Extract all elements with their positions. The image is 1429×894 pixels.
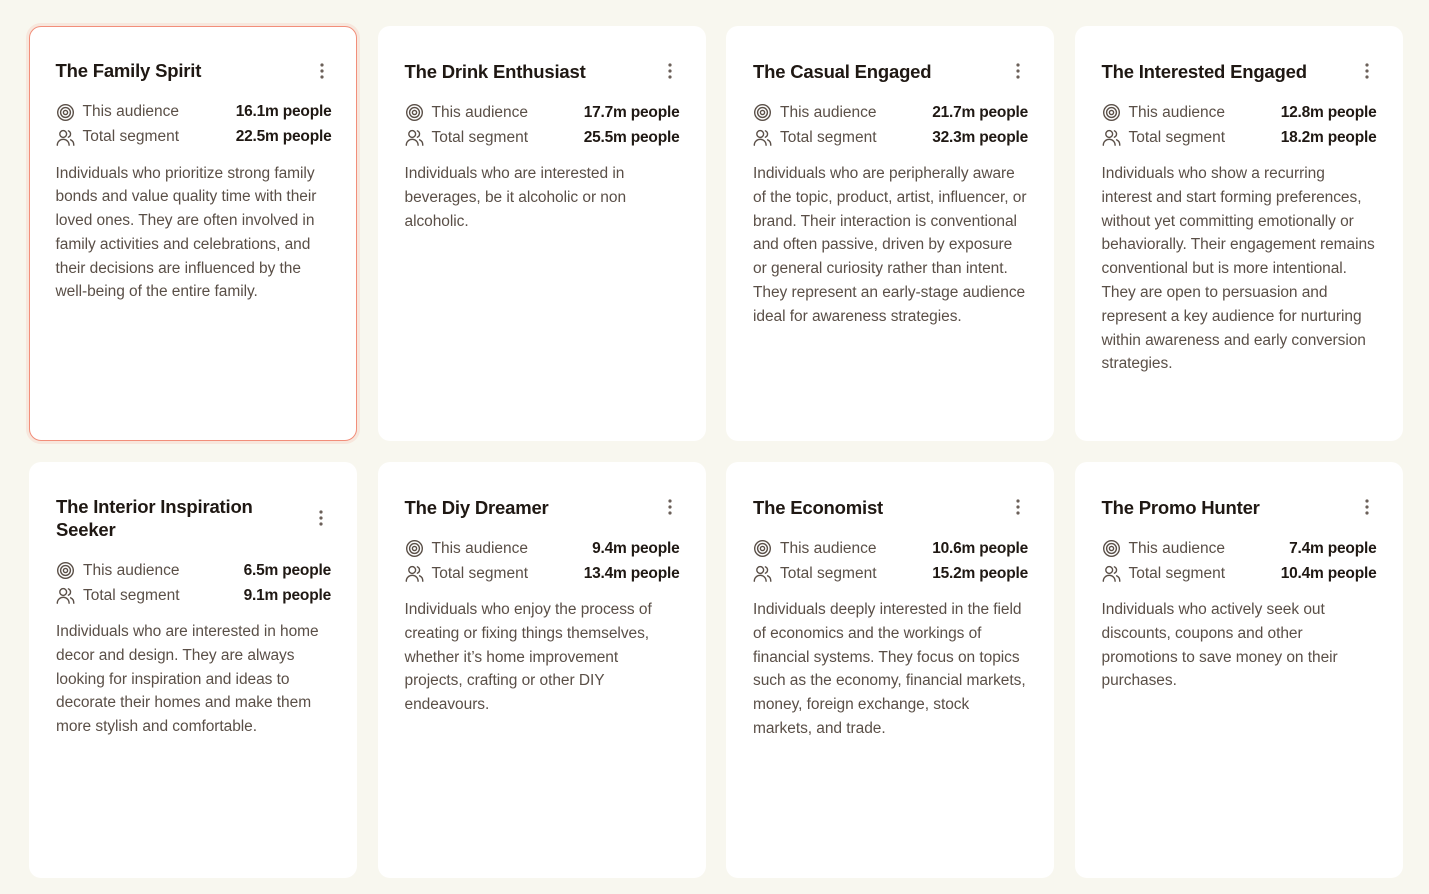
more-vertical-icon (1016, 499, 1020, 515)
card-title: The Interested Engaged (1101, 60, 1307, 82)
more-vertical-icon (668, 499, 672, 515)
card-header (56, 59, 332, 83)
stat-value: 6.5m people (243, 561, 331, 579)
stat-label: Total segment (1128, 128, 1225, 146)
card-description: Individuals who prioritize strong family bonds and value quality time with their loved ones. They are often involved in family activities and celebrations, and their decisions are influenced by the well-being of the entire family. (55, 164, 317, 301)
more-options-button[interactable] (658, 59, 682, 83)
stat-label: Total segment (780, 128, 877, 146)
card-stats (56, 558, 331, 608)
target-icon (405, 539, 424, 558)
stat-label: This audience (82, 103, 180, 120)
more-options-button[interactable] (310, 59, 334, 83)
card-header (1102, 495, 1377, 519)
stat-label: Total segment (1128, 564, 1225, 582)
audience-card[interactable] (726, 462, 1054, 878)
users-icon (56, 586, 75, 605)
stat-value: 12.8m people (1280, 103, 1377, 121)
card-stats (1102, 100, 1377, 150)
stat-this-audience (405, 536, 680, 561)
stat-value: 7.4m people (1289, 539, 1377, 557)
stat-this-audience (56, 100, 332, 125)
stat-total-segment (1102, 125, 1377, 150)
target-icon (753, 539, 772, 558)
card-stats (56, 100, 332, 150)
stat-label: This audience (83, 561, 180, 579)
stat-label: Total segment (780, 564, 877, 582)
more-options-button[interactable] (1355, 495, 1379, 519)
card-header (56, 495, 331, 541)
card-description: Individuals who are interested in beverages, be it alcoholic or non alcoholic. (404, 165, 627, 230)
audience-card[interactable] (726, 26, 1054, 441)
card-header (405, 495, 680, 519)
more-options-button[interactable] (1006, 495, 1030, 519)
users-icon (1102, 564, 1121, 583)
stat-total-segment (405, 125, 680, 150)
stat-total-segment (56, 125, 332, 150)
audience-card-grid (29, 26, 1403, 878)
stat-value: 13.4m people (583, 564, 680, 582)
card-title: The Economist (753, 496, 883, 518)
stat-label: Total segment (83, 586, 180, 604)
stat-this-audience (1102, 100, 1377, 125)
users-icon (1102, 128, 1121, 147)
stat-total-segment (753, 561, 1028, 586)
stat-this-audience (753, 536, 1028, 561)
card-header (405, 59, 680, 83)
users-icon (405, 564, 424, 583)
card-description: Individuals who actively seek out discounts, coupons and other promotions to save money on their purchases. (1101, 601, 1338, 690)
card-title: The Interior Inspiration Seeker (56, 496, 253, 540)
users-icon (56, 128, 75, 147)
users-icon (753, 564, 772, 583)
stat-value: 15.2m people (932, 564, 1028, 582)
stat-total-segment (405, 561, 680, 586)
card-description: Individuals who show a recurring interest and start forming preferences, without yet committing emotionally or behaviorally. Their engagement remains conventional but is more intentional. They are open to persuasion and represent a key audience for nurturing within awareness and early conversion strategies. (1101, 165, 1375, 373)
more-vertical-icon (320, 63, 324, 79)
audience-card[interactable] (29, 462, 357, 878)
target-icon (405, 103, 424, 122)
stat-label: Total segment (431, 564, 528, 582)
stat-total-segment (56, 583, 331, 608)
audience-card[interactable] (378, 462, 706, 878)
card-header (753, 495, 1028, 519)
card-header (753, 59, 1028, 83)
card-stats (753, 100, 1028, 150)
stat-value: 17.7m people (583, 103, 680, 121)
target-icon (753, 103, 772, 122)
users-icon (405, 128, 424, 147)
stat-value: 22.5m people (235, 128, 332, 145)
target-icon (56, 103, 75, 122)
stat-this-audience (753, 100, 1028, 125)
stat-this-audience (56, 558, 331, 583)
more-options-button[interactable] (1006, 59, 1030, 83)
stat-label: This audience (431, 103, 529, 121)
stat-value: 25.5m people (583, 128, 680, 146)
stat-value: 21.7m people (932, 103, 1028, 121)
stat-value: 32.3m people (932, 128, 1028, 146)
target-icon (1102, 539, 1121, 558)
card-title: The Promo Hunter (1101, 496, 1260, 518)
card-description: Individuals who enjoy the process of creating or fixing things themselves, whether it’s home improvement projects, crafting or other DIY endeavours. (404, 601, 652, 714)
users-icon (753, 128, 772, 147)
audience-card[interactable] (378, 26, 706, 441)
card-description: Individuals who are interested in home decor and design. They are always looking for inspiration and ideas to decorate their homes and make them more stylish and comfortable. (56, 623, 319, 736)
card-stats (1102, 536, 1377, 586)
stat-value: 18.2m people (1280, 128, 1377, 146)
stat-value: 16.1m people (235, 103, 332, 120)
card-stats (405, 100, 680, 150)
more-vertical-icon (1365, 63, 1369, 79)
card-title: The Casual Engaged (753, 60, 932, 82)
card-title: The Drink Enthusiast (404, 60, 586, 82)
stat-label: Total segment (82, 128, 179, 145)
card-title: The Diy Dreamer (404, 496, 549, 518)
audience-card[interactable] (1075, 26, 1403, 441)
stat-label: This audience (1128, 539, 1226, 557)
stat-value: 10.6m people (932, 539, 1028, 557)
stat-this-audience (1102, 536, 1377, 561)
stat-this-audience (405, 100, 680, 125)
stat-value: 9.4m people (592, 539, 680, 557)
more-options-button[interactable] (309, 506, 333, 530)
audience-card[interactable] (29, 26, 357, 441)
target-icon (56, 561, 75, 580)
stat-label: This audience (780, 539, 877, 557)
stat-value: 9.1m people (243, 586, 331, 604)
more-vertical-icon (1016, 63, 1020, 79)
card-description: Individuals who are peripherally aware of the topic, product, artist, influencer, or brand. Their interaction is conventional and often passive, driven by exposure or general curiosity rather than intent. They represent an early-stage audience ideal for awareness strategies. (753, 165, 1027, 325)
audience-card[interactable] (1075, 462, 1403, 878)
more-vertical-icon (668, 63, 672, 79)
more-vertical-icon (1365, 499, 1369, 515)
more-options-button[interactable] (658, 495, 682, 519)
card-stats (405, 536, 680, 586)
stat-label: Total segment (431, 128, 528, 146)
stat-value: 10.4m people (1280, 564, 1377, 582)
stat-label: This audience (1128, 103, 1226, 121)
card-header (1102, 59, 1377, 83)
stat-label: This audience (431, 539, 529, 557)
stat-label: This audience (780, 103, 877, 121)
card-stats (753, 536, 1028, 586)
stat-total-segment (753, 125, 1028, 150)
more-vertical-icon (319, 510, 323, 526)
stat-total-segment (1102, 561, 1377, 586)
card-title: The Family Spirit (55, 60, 202, 81)
target-icon (1102, 103, 1121, 122)
card-description: Individuals deeply interested in the field of economics and the workings of financial systems. They focus on topics such as the economy, financial markets, money, foreign exchange, stock markets, and trade. (753, 601, 1026, 737)
more-options-button[interactable] (1355, 59, 1379, 83)
